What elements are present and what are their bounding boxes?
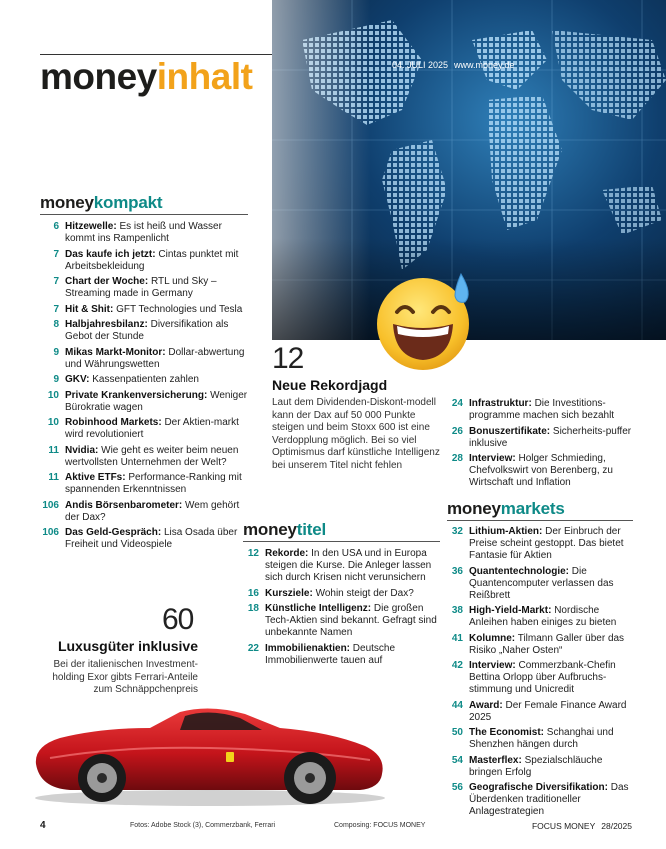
issue-number: 28/2025 (601, 821, 632, 831)
toc-page-number: 10 (47, 389, 59, 401)
toc-description: Commerzbank-Chefin Bettina Orlopp über Aufbruchs-stimmung und Unicredit (469, 660, 616, 695)
toc-page-number: 11 (48, 472, 59, 483)
toc-description: Sicherheits-puffer inklusive (469, 425, 632, 449)
magazine-name: FOCUS MONEY (531, 821, 596, 831)
toc-description: Lisa Osada über Freiheit und Videospiele (65, 527, 238, 550)
toc-description: Weniger Bürokratie wagen (65, 389, 248, 413)
toc-page-number: 6 (53, 221, 59, 232)
markets-list (447, 526, 633, 822)
feature-title[interactable]: Luxusgüter inklusive (57, 638, 198, 654)
toc-title: Kolumne: (469, 632, 516, 644)
toc-page-number: 8 (53, 319, 59, 330)
toc-entry[interactable] (447, 660, 633, 696)
toc-title: Aktive ETFs: (65, 472, 126, 483)
toc-page-number: 106 (42, 527, 59, 538)
toc-title: Künstliche Intelligenz: (265, 603, 372, 614)
toc-page-number: 22 (247, 642, 259, 654)
toc-entry[interactable] (447, 755, 633, 779)
toc-text (469, 605, 633, 629)
toc-description: Wem gehört der Dax? (65, 499, 240, 523)
right-top-list (447, 398, 633, 493)
toc-description: RTL und Sky – Streaming made in Germany (65, 276, 217, 299)
toc-entry[interactable] (447, 727, 633, 751)
toc-text (469, 755, 633, 779)
grinning-sweat-emoji (373, 268, 479, 374)
toc-title: High-Yield-Markt: (469, 605, 552, 616)
toc-title: Mikas Markt-Monitor: (65, 346, 166, 358)
toc-page-number: 26 (451, 425, 463, 437)
toc-text (65, 390, 252, 414)
toc-description: Tilmann Galler über das Risiko „Naher Osten“ (469, 632, 625, 656)
section-brand-title: moneyinhalt (40, 56, 253, 97)
toc-title: Hit & Shit: (65, 303, 114, 315)
toc-entry[interactable] (40, 390, 252, 414)
toc-text (65, 249, 252, 273)
toc-title: Das Geld-Gespräch: (65, 527, 162, 538)
toc-title: GKV: (65, 374, 90, 385)
toc-description: Nordische Anleihen haben einiges zu bieten (469, 605, 617, 628)
toc-title: Infrastruktur: (469, 398, 532, 409)
titel-heading: moneytitel (243, 520, 327, 539)
toc-text (469, 453, 633, 489)
toc-description: Dollar-abwertung und Währungswetten (65, 346, 245, 370)
toc-entry[interactable] (447, 526, 633, 562)
toc-page-number: 28 (451, 453, 463, 464)
toc-description: Die Quantencomputer verlassen das Reißbrett (469, 565, 614, 601)
toc-entry[interactable] (243, 603, 443, 639)
toc-title: Andis Börsenbarometer: (65, 499, 183, 511)
toc-text (65, 319, 252, 343)
toc-entry[interactable] (243, 548, 443, 584)
toc-entry[interactable] (40, 374, 252, 386)
markets-heading: moneymarkets (447, 499, 565, 518)
toc-text (469, 633, 633, 657)
issue-date: 04. JULI 2025 (392, 60, 449, 70)
toc-entry[interactable] (243, 588, 443, 600)
toc-entry[interactable] (447, 782, 633, 818)
titel-rule (243, 541, 440, 542)
toc-page-number: 42 (451, 660, 463, 671)
toc-title: Bonuszertifikate: (469, 425, 551, 437)
composing-credit: Composing: FOCUS MONEY (334, 822, 426, 829)
toc-description: Deutsche Immobilienwerte tauen auf (265, 642, 396, 666)
toc-entry[interactable] (40, 249, 252, 273)
toc-title: Award: (469, 699, 503, 711)
toc-title: Interview: (469, 660, 516, 671)
toc-description: GFT Technologies und Tesla (116, 303, 243, 315)
toc-page-number: 54 (451, 754, 463, 766)
toc-text (469, 727, 633, 751)
toc-title: Hitzewelle: (65, 221, 117, 232)
toc-title: Masterflex: (469, 754, 522, 766)
feature-text: Bei der italienischen Investment-holding Exor gibts Ferrari-Anteile zum Schnäppchenpreis (52, 659, 198, 695)
toc-title: Chart der Woche: (65, 276, 149, 287)
toc-description: Der Einbruch der Preise scheint gestoppt. Das bietet Fantasie für Aktien (469, 526, 624, 561)
toc-page-number: 9 (53, 374, 59, 385)
toc-text (469, 398, 633, 422)
toc-title: Immobilienaktien: (265, 642, 351, 654)
feature-page-number: 12 (272, 342, 304, 375)
toc-title: Nvidia: (65, 444, 99, 456)
toc-title: Interview: (469, 453, 516, 464)
toc-description: Das Überdenken traditioneller Anlagestrategien (469, 782, 629, 817)
toc-text (265, 643, 443, 667)
toc-title: Geografische Diversifikation: (469, 782, 608, 793)
toc-text (65, 417, 252, 441)
toc-title: Rekorde: (265, 548, 309, 559)
toc-text (265, 603, 443, 639)
toc-page-number: 10 (47, 417, 59, 428)
kompakt-rule (40, 214, 248, 215)
toc-description: Diversifikation als Gebot der Stunde (65, 319, 229, 342)
toc-page-number: 24 (451, 398, 463, 409)
toc-entry[interactable] (40, 276, 252, 300)
toc-title: The Economist: (469, 727, 545, 738)
kompakt-heading: moneykompakt (40, 193, 163, 212)
toc-text (469, 660, 633, 696)
toc-entry[interactable] (40, 221, 252, 245)
toc-page-number: 18 (247, 603, 259, 614)
toc-page-number: 56 (451, 782, 463, 793)
toc-description: Der Female Finance Award 2025 (469, 699, 627, 723)
toc-entry[interactable] (447, 426, 633, 450)
toc-entry[interactable] (447, 605, 633, 629)
toc-page-number: 11 (48, 444, 59, 456)
toc-text (65, 527, 252, 551)
toc-page-number: 36 (451, 565, 463, 577)
toc-description: Die großen Tech-Aktien sind bekannt. Gefragt sind unbekannte Namen (265, 603, 437, 638)
toc-description: Der Aktien-markt wird revolutioniert (65, 417, 239, 440)
toc-text (65, 472, 252, 496)
toc-text (265, 548, 443, 584)
markets-rule (447, 520, 633, 521)
toc-text (65, 304, 252, 316)
toc-entry[interactable] (447, 398, 633, 422)
toc-entry[interactable] (40, 347, 252, 371)
toc-entry[interactable] (40, 417, 252, 441)
toc-entry[interactable] (40, 527, 252, 551)
toc-entry[interactable] (40, 319, 252, 343)
toc-description: Die Investitions-programme machen sich bezahlt (469, 398, 615, 421)
toc-text (469, 782, 633, 818)
toc-page-number: 32 (451, 526, 463, 537)
magazine-issue (526, 821, 632, 831)
toc-entry[interactable] (40, 500, 252, 524)
toc-title: Das kaufe ich jetzt: (65, 248, 156, 260)
toc-description: Es ist heiß und Wasser kommt ins Rampenlicht (65, 221, 222, 244)
toc-description: In den USA und in Europa steigen die Kurse. Die Anleger lassen sich durch Krisen nicht verunsichern (265, 548, 432, 583)
photo-credits: Fotos: Adobe Stock (3), Commerzbank, Ferrari (130, 822, 276, 829)
toc-page-number: 16 (247, 587, 259, 599)
titel-list (243, 548, 443, 670)
toc-description: Schanghai und Shenzhen hängen durch (469, 727, 614, 750)
toc-text (65, 445, 252, 469)
toc-text (65, 347, 252, 371)
toc-description: Holger Schmieding, Chefvolkswirt von Berenberg, zu Wirtschaft und Inflation (469, 453, 613, 488)
toc-entry[interactable] (447, 700, 633, 724)
toc-description: Kassenpatienten zahlen (92, 374, 199, 385)
toc-description: Wohin steigt der Dax? (315, 587, 414, 599)
feature-text: Laut dem Dividenden-Diskont-modell kann der Dax auf 50 000 Punkte steigen und beim Stoxx 600 ist eine Verdopplung möglich. Bei so viel Optimismus darf künstliche Intelligenz bei unserem Titel nicht fehlen (272, 397, 440, 471)
toc-entry[interactable] (40, 304, 252, 316)
toc-entry[interactable] (40, 472, 252, 496)
top-rule (40, 54, 272, 55)
toc-entry[interactable] (447, 453, 633, 489)
website: www.money.de (454, 60, 515, 70)
toc-text (65, 500, 252, 524)
toc-page-number: 50 (451, 727, 463, 738)
toc-text (469, 426, 633, 450)
kompakt-list (40, 221, 252, 555)
toc-entry[interactable] (447, 566, 633, 602)
toc-title: Kursziele: (265, 587, 313, 599)
toc-title: Halbjahresbilanz: (65, 319, 148, 330)
toc-page-number: 7 (53, 303, 59, 315)
toc-page-number: 106 (42, 499, 59, 511)
ferrari-car-image (30, 698, 390, 810)
toc-page-number: 7 (53, 248, 59, 260)
toc-text (469, 700, 633, 724)
toc-title: Lithium-Aktien: (469, 526, 543, 537)
toc-text (469, 566, 633, 602)
toc-text (65, 374, 252, 386)
toc-title: Quantentechnologie: (469, 565, 569, 577)
toc-page-number: 38 (451, 605, 463, 616)
toc-description: Wie geht es weiter beim neuen wertvollsten Unternehmen der Welt? (65, 444, 239, 468)
page-number: 4 (40, 820, 46, 831)
toc-page-number: 7 (53, 276, 59, 287)
toc-text (65, 221, 252, 245)
toc-page-number: 41 (451, 632, 463, 644)
toc-text (265, 588, 443, 600)
toc-entry[interactable] (40, 445, 252, 469)
toc-text (469, 526, 633, 562)
toc-entry[interactable] (447, 633, 633, 657)
feature-page-number: 60 (162, 603, 194, 636)
toc-description: Performance-Ranking mit spannenden Erkenntnissen (65, 472, 242, 495)
feature-title[interactable]: Neue Rekordjagd (272, 377, 388, 393)
toc-title: Robinhood Markets: (65, 417, 162, 428)
toc-title: Private Krankenversicherung: (65, 389, 208, 401)
toc-text (65, 276, 252, 300)
dateline (392, 60, 520, 70)
toc-description: Cintas punktet mit Arbeitsbekleidung (65, 248, 239, 272)
toc-page-number: 12 (247, 548, 259, 559)
toc-page-number: 9 (53, 346, 59, 358)
toc-description: Spezialschläuche bringen Erfolg (469, 754, 603, 778)
toc-entry[interactable] (243, 643, 443, 667)
toc-page-number: 44 (451, 699, 463, 711)
